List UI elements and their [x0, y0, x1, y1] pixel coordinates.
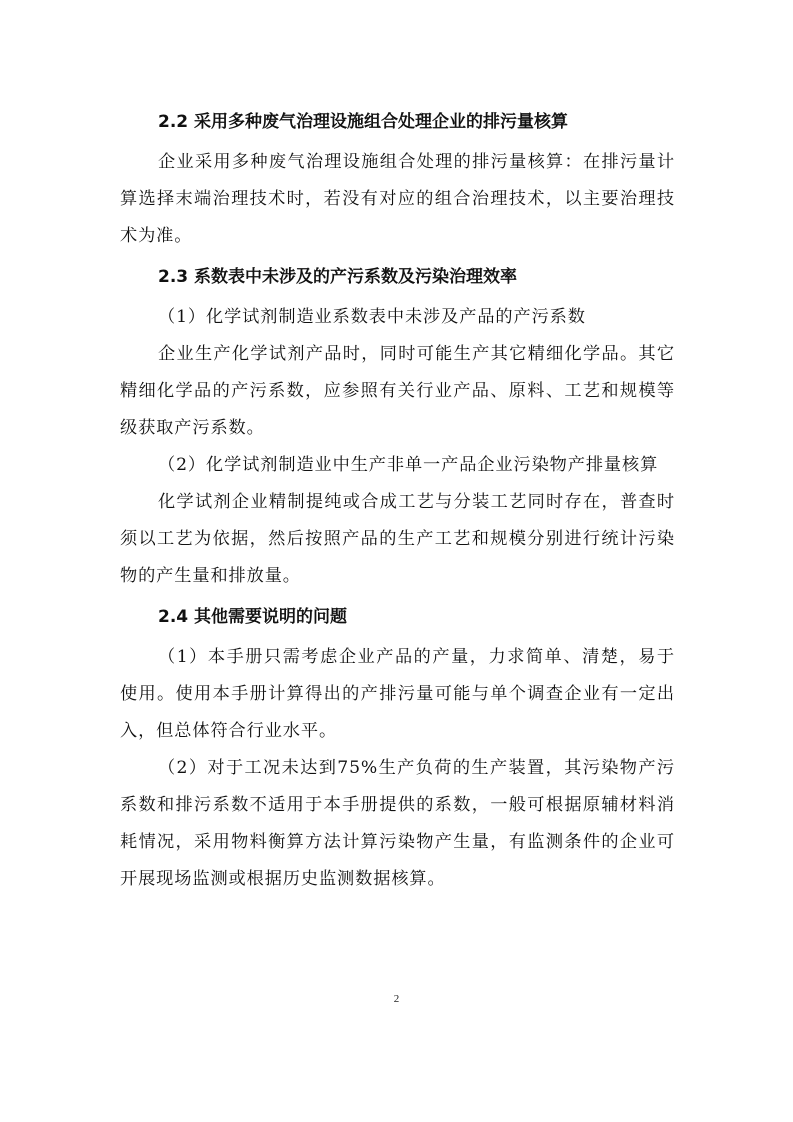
section-2-2-paragraph: 企业采用多种废气治理设施组合处理的排污量核算：在排污量计算选择末端治理技术时，若没有对应的组合治理技术，以主要治理技术为准。 — [120, 152, 675, 246]
section-2-3-item2-title: （2）化学试剂制造业中生产非单一产品企业污染物产排量核算 — [158, 455, 659, 475]
section-2-3-item2-text: 化学试剂企业精制提纯或合成工艺与分装工艺同时存在，普查时须以工艺为依据，然后按照产品的生产工艺和规模分别进行统计污染物的产生量和排放量。 — [120, 492, 675, 586]
section-2-3-item1-text: 企业生产化学试剂产品时，同时可能生产其它精细化学品。其它精细化学品的产污系数，应参照有关行业产品、原料、工艺和规模等级获取产污系数。 — [120, 344, 675, 438]
section-2-4-item1-text: （1）本手册只需考虑企业产品的产量，力求简单、清楚，易于使用。使用本手册计算得出的产排污量可能与单个调查企业有一定出入，但总体符合行业水平。 — [120, 647, 675, 741]
page-content — [120, 100, 675, 898]
section-2-4-item2-text: （2）对于工况未达到75%生产负荷的生产装置，其污染物产污系数和排污系数不适用于本手册提供的系数，一般可根据原辅材料消耗情况，采用物料衡算方法计算污染物产生量，有监测条件的企业可开展现场监测或根据历史监测数据核算。 — [120, 758, 675, 889]
section-heading-2-2: 2.2 采用多种废气治理设施组合处理企业的排污量核算 — [158, 112, 569, 132]
section-heading-2-3: 2.3 系数表中未涉及的产污系数及污染治理效率 — [158, 267, 518, 287]
section-2-3-item1-title: （1）化学试剂制造业系数表中未涉及产品的产污系数 — [158, 307, 586, 327]
section-heading-2-4: 2.4 其他需要说明的问题 — [158, 607, 348, 627]
page-number: 2 — [393, 993, 400, 1005]
